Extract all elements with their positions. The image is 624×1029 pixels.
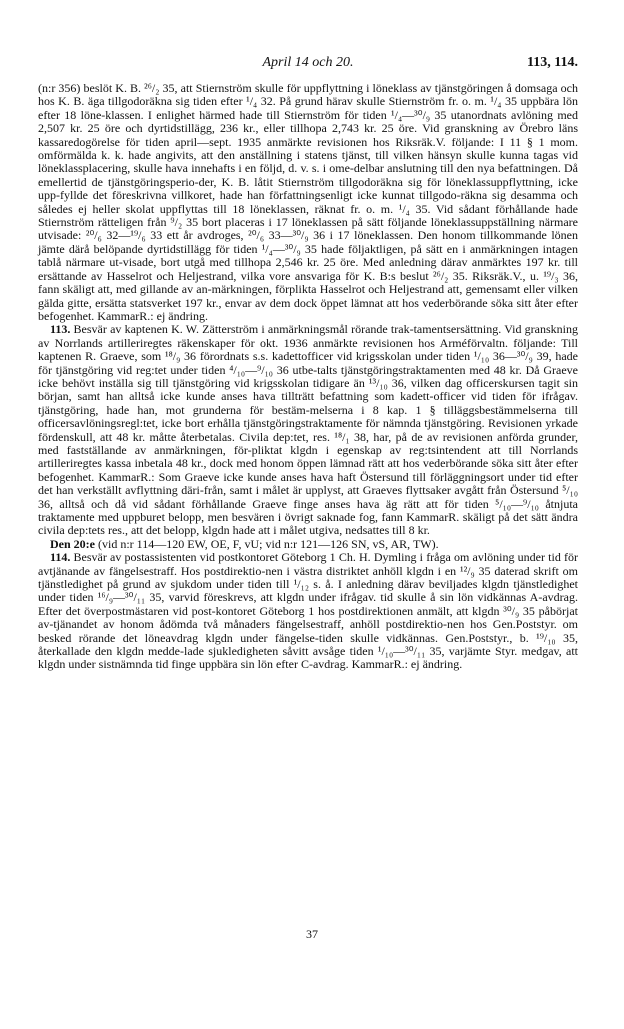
case-number: 113. <box>50 322 71 337</box>
session-date-line <box>38 538 578 551</box>
page-number: 37 <box>306 927 318 941</box>
paragraph-text: Besvär av kaptenen K. W. Zätterström i anmärkningsmål rörande trak-tamentsersättning. Vid granskning av Norrlands artilleriregtes räkenskaper för okt. 1936 anmärkte revisionen hos Arméförvaltn. följande: Till kaptenen R. Graeve, som ¹⁸/₉ 36 förordnats s.s. kadettofficer vid krigsskolan under tiden ¹/₁₀ 36—³⁰/₉ 39, hade för tjänstgöring vid reg:tet under tiden ⁴/₁₀—⁹/₁₀ 36 utbe-talts tjänstgöringstraktamenten med 48 kr. Då Graeve icke behövt inställa sig till tjänstgöring vid krigsskolan tidigare än ¹³/₁₀ 36, vilken dag officerskursen tagit sin början, samt han alltså icke kunde anses hava tillträtt befattning som kadett-officer vid tiden för ifrågav. tjänstgöring, hade han, mot grunderna för bestäm-melserna i 8 kap. 1 § tilläggsbestämmelserna till officersavlöningsregl:tet, icke bort erhålla tjänstgöringstraktamente för nämnda tjänstgöring. Revisionen yrkade fördenskull, att 48 kr. måtte återbetalas. Civila dep:tet, res. ¹⁸/₁ 38, har, på de av revisionen anförda grunder, med fastställande av anmärkningen, för-pliktat klgdn i egenskap av reg:tsintendent att till Norrlands artilleriregtes kassa inbetala 48 kr., dock med honom öppen lämnad rätt att hos vederbörande söka sitt åter efter befogenhet. KammarR.: Som Graeve icke kunde anses hava haft Östersund till förläggningsort under tid efter det han verkställt avflyttning däri-från, samt i målet är upplyst, att Graeves flyttsaker avgått från Östersund ⁵/₁₀ 36, alltså och då vid sådant förhållande Graeve finge anses hava äg rätt att för tiden ⁵/₁₀—⁹/₁₀ åtnjuta traktamente med uppburet belopp, men besvären i övrigt saknade fog, fann KammarR. skäligt på det sätt ändra civila dep:tets res., att det belopp, klgdn hade att i målet utgiva, nedsattes till 8 kr. <box>38 322 578 538</box>
session-date: Den 20:e <box>50 536 95 551</box>
section-numbers: 113, 114. <box>527 55 578 70</box>
case-number: 114. <box>50 550 71 565</box>
paragraph-text: (n:r 356) beslöt K. B. ²⁶/₂ 35, att Stiernström skulle för uppflyttning i löneklass av tjänstgöringen å domsaga och hos K. B. äga tillgodoräkna sig tiden efter ¹/₄ 32. På grund härav skulle Stiernström fr. o. m. ¹/₄ 35 uppbära lön efter 18 löne-klassen. I enlighet härmed hade till Stiernström för tiden ¹/₄—³⁰/₉ 35 utanordnats avlöning med 2,507 kr. 25 öre och dyrtidstillägg, 236 kr., eller tillhopa 2,743 kr. 25 öre. Vid granskning av Örebro läns kassaredogörelse för tiden april—sept. 1935 anmärkte revisionen hos Riksräk.V. följande: I 11 § 1 mom. omförmälda k. k. hade angivits, att den anställning i statens tjänst, till vilken hänsyn skulle kunna tagas vid löneklassplacering, skulle hava innehafts i en följd, d. v. s. i ome-delbar anslutning till den nya befattningen. Då emellertid de tjänstgöringsperio-der, K. B. låtit Stiernström tillgodoräkna sig för löneklassuppflyttning, icke upp-fyllde det föreskrivna villkoret, hade han författningsenligt icke kunnat tillgodo-räkna sig desamma och således ej heller skolat uppflyttas till 18 löneklassen, räknat fr. o. m. ¹/₄ 35. Vid sådant förhållande hade Stiernström rätteligen från ⁹/₂ 35 bort placeras i 17 löneklassen på sätt följande löneklassuppställning närmare utvisade: ²⁰/₆ 32—¹⁹/₆ 33 ett år avdroges, ²⁰/₆ 33—³⁰/₉ 36 i 17 löneklassen. Den honom tillkommande lönen jämte därå belöpande dyrtidstillägg för tiden ¹/₄—³⁰/₉ 35 hade följaktligen, på sätt en i anmärkningen intagen tablå närmare ut-visade, bort utgå med tillhopa 2,546 kr. 25 öre. Med anledning därav anmärktes 197 kr. till ersättande av Hasselrot och Heljestrand, vilka vore ansvariga för K. B:s beslut ²⁶/₂ 35. Riksräk.V., u. ¹⁹/₃ 36, fann skäligt att, med gillande av an-märkningen, förplikta Hasselrot och Heljestrand att, gemensamt eller vilken gälda gitte, ersätta statsverket 197 kr., envar av dem dock öppet lämnat att hos vederbörande söka sitt åter efter befogenhet. KammarR.: ej ändring. <box>38 81 578 323</box>
running-title: April 14 och 20. <box>262 55 354 70</box>
paragraph-text: Besvär av postassistenten vid postkontoret Göteborg 1 Ch. H. Dymling i fråga om avlöning under tid för avtjänande av fängelsestraff. Hos postdirektio-nen i västra distriktet anhöll klgdn i en ¹²/₉ 35 daterad skrift om tjänstledighet på grund av sjukdom under tiden till ¹/₁₂ s. å. I anledning därav beviljades klgdn tjänstledighet under tiden ¹⁶/₉—³⁰/₁₁ 35, varvid föreskrevs, att klgdn under ifrågav. tid skulle å sin lön vidkännas A-avdrag. Efter det överpostmästaren vid post-kontoret Göteborg 1 hos postdirektionen anmält, att klgdn ³⁰/₉ 35 påbörjat av-tjänandet av honom ådömda två månaders fängelsestraff, anhöll postdirektio-nen hos Gen.Poststyr. om besked rörande det löneavdrag klgdn under fängelse-tiden skulle vidkännas. Gen.Poststyr., b. ¹⁹/₁₀ 35, återkallade den klgdn medde-lade sjukledigheten såvitt avsåge tiden ¹/₁₀—³⁰/₁₁ 35, varjämte Styr. medgav, att klgdn under sistnämnda tid finge uppbära sin lön efter C-avdrag. KammarR.: ej ändring. <box>38 550 579 672</box>
document-body <box>38 82 578 672</box>
paragraph-113 <box>38 323 578 538</box>
page-header <box>38 55 578 77</box>
paragraph-text: (vid n:r 114—120 EW, OE, F, vU; vid n:r 121—126 SN, vS, AR, TW). <box>98 536 439 551</box>
paragraph-continuation <box>38 82 578 323</box>
paragraph-114 <box>38 551 578 672</box>
